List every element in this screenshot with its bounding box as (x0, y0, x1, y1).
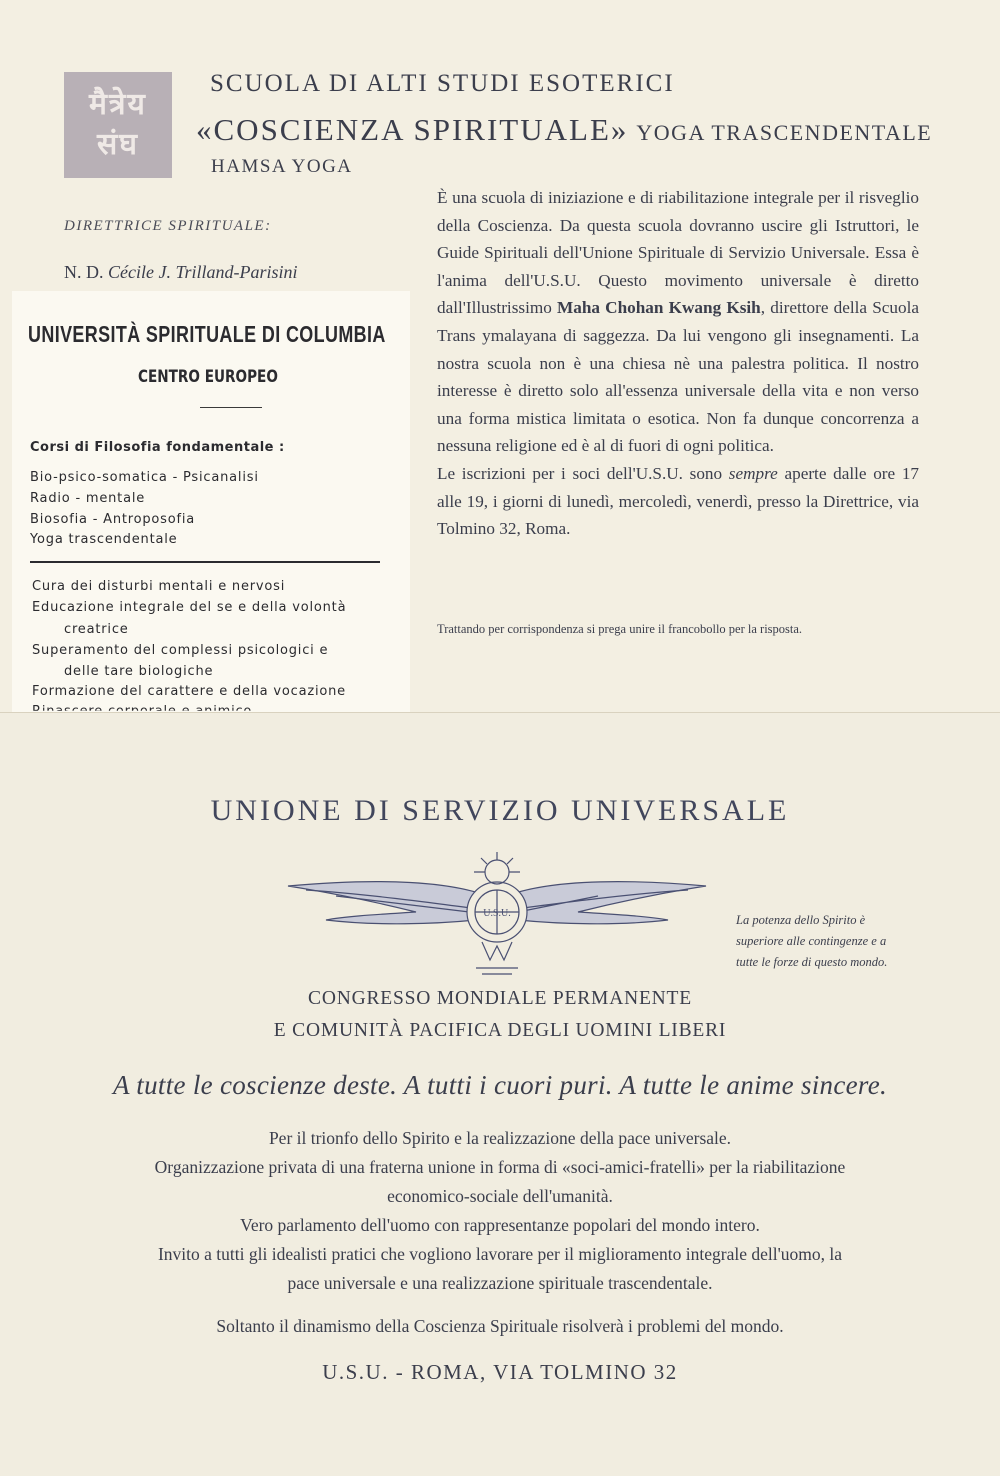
motto-line: tutte le forze di questo mondo. (736, 955, 888, 969)
director-prefix: N. D. (64, 262, 104, 282)
school-leaflet-top (0, 0, 1000, 712)
enrollment-text: Le iscrizioni per i soci dell'U.S.U. sono (437, 463, 723, 483)
motto-line: La potenza dello Spirito è (736, 913, 866, 927)
course-item: Radio - mentale (30, 491, 146, 506)
school-description (437, 184, 919, 543)
congress-line-2: E COMUNITÀ PACIFICA DEGLI UOMINI LIBERI (273, 1020, 727, 1041)
logo-text-line-2: संघ (96, 127, 139, 162)
congress-line-1: CONGRESSO MONDIALE PERMANENTE (308, 988, 692, 1009)
care-item: Educazione integrale del se e della volontà (32, 600, 347, 615)
enrollment-text: aperte dalle ore 17 alle 19, i giorni di lunedì, mercoledì, venerdì, presso la Direttrice, via Tolmino 32, Roma. (437, 463, 920, 539)
course-item: Yoga trascendentale (30, 532, 178, 547)
course-item: Bio-psico-somatica - Psicanalisi (30, 470, 259, 485)
course-item: Biosofia - Antroposofia (30, 512, 196, 527)
school-title: SCUOLA DI ALTI STUDI ESOTERICI (210, 70, 675, 97)
divider (200, 407, 262, 408)
motto-line: superiore alle contingenze e a (736, 934, 887, 948)
divider (30, 561, 380, 563)
columbia-card (12, 291, 410, 712)
logo-text-line-1: मैत्रेय (89, 87, 147, 122)
address: U.S.U. - ROMA, VIA TOLMINO 32 (322, 1360, 678, 1384)
description-line: Per il trionfo dello Spirito e la realizzazione della pace universale. (268, 1128, 732, 1148)
hamsa-yoga-label: HAMSA YOGA (211, 156, 353, 177)
enrollment-paragraph (437, 460, 919, 543)
columbia-subtitle: CENTRO EUROPEO (138, 367, 278, 387)
care-item: delle tare biologiche (64, 664, 214, 679)
description-line: pace universale e una realizzazione spirituale trascendentale. (287, 1273, 713, 1293)
description-paragraph (437, 184, 919, 460)
care-item: creatrice (64, 622, 129, 637)
closing-line: Soltanto il dinamismo della Coscienza Spirituale risolverà i problemi del mondo. (216, 1316, 784, 1336)
correspondence-note: Trattando per corrispondenza si prega unire il francobollo per la risposta. (437, 622, 803, 636)
school-yoga-label: YOGA TRASCENDENTALE (636, 120, 933, 145)
description-line: Invito a tutti gli idealisti pratici che vogliono lavorare per il miglioramento integrale dell'uomo, la (157, 1244, 842, 1264)
description-text: , direttore della Scuola Trans ymalayana di saggezza. Da lui vengono gli insegnamenti. La nostra scuola non è una chiesa nè una palestra politica. Il nostro interesse è diretto solo all'essenza universale della vita e non verso una forma mistica limitata o esotica. Non fa dunque concorrenza a nessuna religione ed è al di fuori di ogni politica. (437, 298, 920, 456)
care-item: Superamento del complessi psicologici e (32, 643, 329, 658)
director-name (64, 262, 298, 283)
school-name-text: «COSCIENZA SPIRITUALE» (196, 112, 629, 147)
care-item: Cura dei disturbi mentali e nervosi (32, 579, 286, 594)
courses-label: Corsi di Filosofia fondamentale : (30, 440, 285, 455)
headline: A tutte le coscienze deste. A tutti i cuori puri. A tutte le anime sincere. (112, 1070, 888, 1100)
director-label: DIRETTRICE SPIRITUALE: (64, 218, 272, 234)
enrollment-emphasis: sempre (728, 463, 778, 483)
columbia-title: UNIVERSITÀ SPIRITUALE DI COLUMBIA (28, 321, 386, 347)
emblem-text: U.S.U. (483, 908, 511, 919)
master-name: Maha Chohan Kwang Ksih (557, 298, 761, 318)
description-line: Organizzazione privata di una fraterna unione in forma di «soci-amici-fratelli» per la riabilitazione (154, 1157, 846, 1177)
description-text: È una scuola di iniziazione e di riabilitazione integrale per il risveglio della Coscienza. Da questa scuola dovranno uscire gli Istruttori, le Guide Spirituali dell'Unione Spirituale di Servizio Universale. Essa è l'anima dell'U.S.U. Questo movimento universale è diretto dall'Illustrissimo (437, 188, 919, 318)
unione-title: UNIONE DI SERVIZIO UNIVERSALE (210, 794, 790, 827)
care-item: Formazione del carattere e della vocazione (32, 684, 346, 699)
description-line: Vero parlamento dell'uomo con rappresentanze popolari del mondo intero. (240, 1215, 760, 1235)
director-name-text: Cécile J. Trilland-Parisini (108, 262, 298, 282)
winged-globe-emblem (286, 850, 708, 978)
motto (736, 910, 928, 973)
maitreya-sangha-logo (64, 72, 172, 178)
description-line: economico-sociale dell'umanità. (387, 1186, 613, 1206)
school-name (196, 112, 932, 148)
